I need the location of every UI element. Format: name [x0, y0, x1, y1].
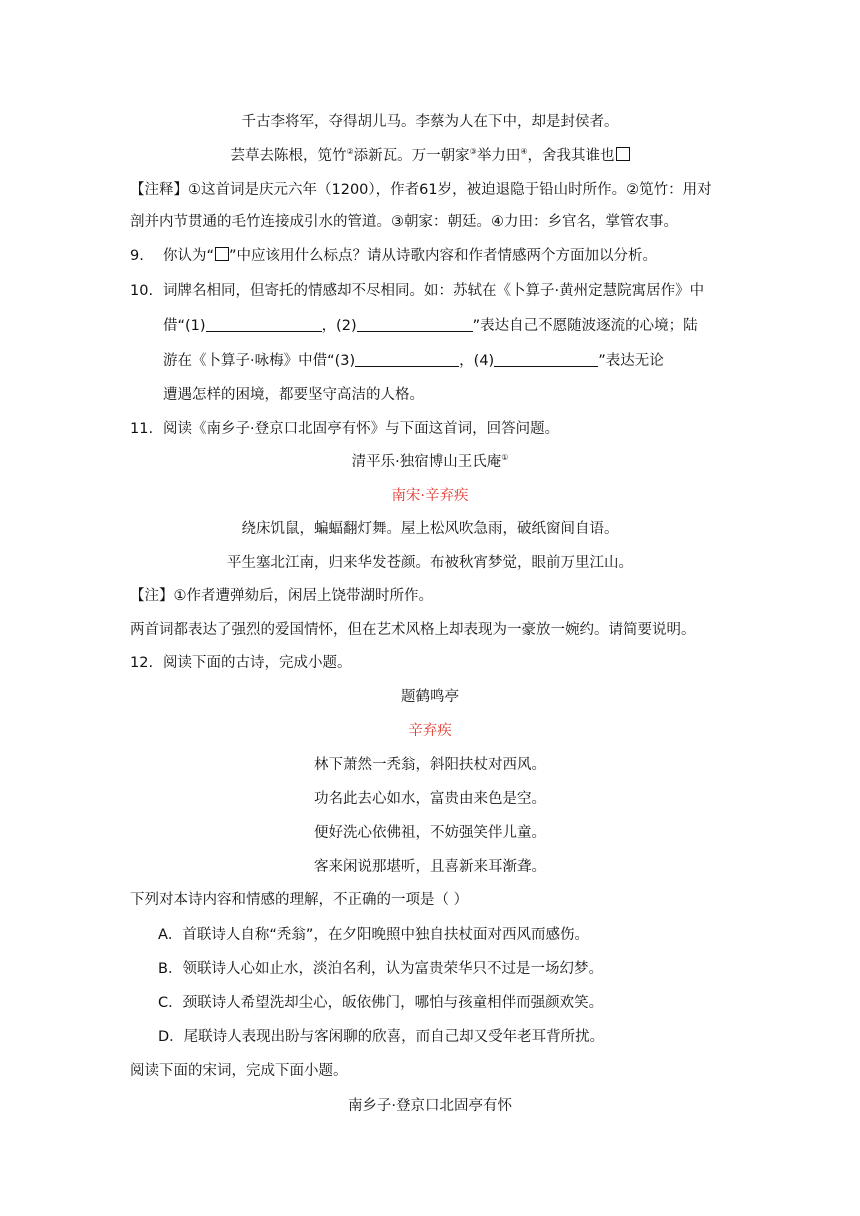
- question-10-line3: [163, 351, 664, 371]
- question-10-line3-part1: 游在《卜算子·咏梅》中借“(3): [163, 353, 356, 369]
- answer-blank-3[interactable]: [355, 352, 459, 367]
- question-10-line2: [163, 316, 698, 336]
- question-9: [130, 246, 657, 266]
- question-9-part2: ”中应该用什么标点？请从诗歌内容和作者情感两个方面加以分析。: [229, 248, 658, 264]
- question-11-text: 阅读《南乡子·登京口北固亭有怀》与下面这首词，回答问题。: [163, 421, 560, 437]
- answer-blank-1[interactable]: [206, 317, 322, 332]
- poem2-line1: 绕床饥鼠，蝙蝠翻灯舞。屋上松风吹急雨，破纸窗间自语。: [241, 521, 619, 537]
- footnote-marker-2: ②: [346, 147, 354, 156]
- poem1-line1: 千古李将军，夺得胡儿马。李蔡为人在下中，却是封侯者。: [241, 114, 619, 130]
- poem1-line2-part2: 添新瓦。万一朝家: [353, 148, 470, 164]
- question-10-text: 词牌名相同，但寄托的情感却不尽相同。如：苏轼在《卜算子·黄州定慧院寓居作》中: [163, 283, 705, 299]
- question-10-line2-part1: 借“(1): [163, 318, 206, 334]
- question-number: 12.: [130, 655, 154, 671]
- poem4-title: 南乡子·登京口北固亭有怀: [347, 1098, 513, 1114]
- poem3-line: 功名此去心如水，富贵由来色是空。: [314, 791, 546, 807]
- option-b[interactable]: B．领联诗人心如止水，淡泊名利，认为富贵荣华只不过是一场幻梦。: [158, 961, 603, 977]
- poem1-line2-part3: 举力田: [476, 148, 521, 164]
- poem1-line2: [0, 146, 860, 166]
- option-a[interactable]: A．首联诗人自称“秃翁”，在夕阳晚照中独自扶杖面对西风而感伤。: [158, 927, 589, 943]
- poem1-line2-part1: 芸草去陈根，笕竹: [230, 148, 347, 164]
- question-10-line2-part2: ，(2): [321, 318, 357, 334]
- answer-blank-2[interactable]: [357, 317, 473, 332]
- poem3-author: 辛弃疾: [408, 723, 452, 739]
- question-12-prompt: 下列对本诗内容和情感的理解，不正确的一项是（ ）: [130, 892, 469, 908]
- poem2-author: 南宋·辛弃疾: [391, 488, 469, 504]
- poem3-line: 林下萧然一秃翁，斜阳扶杖对西风。: [314, 757, 546, 773]
- note1-line1: 【注释】①这首词是庆元六年（1200），作者61岁，被迫退隐于铅山时所作。②笕竹：用对: [130, 182, 712, 198]
- blank-square-icon: [616, 147, 630, 161]
- poem2-note: 【注】①作者遭弹劾后，闲居上饶带湖时所作。: [130, 588, 433, 604]
- poem3-line: 便好洗心依佛祖，不妨强笑伴儿童。: [314, 825, 546, 841]
- question-number: 10.: [130, 283, 154, 299]
- poem2-title: [0, 452, 860, 472]
- blank-square-icon: [215, 247, 229, 261]
- question-10-line4: 遭遇怎样的困境，都要坚守高洁的人格。: [163, 387, 424, 403]
- question-number: 9.: [130, 248, 144, 264]
- question-number: 11.: [130, 421, 154, 437]
- question-10-line1: [130, 281, 704, 301]
- reading-instruction: 阅读下面的宋词，完成下面小题。: [130, 1063, 348, 1079]
- poem3-title: 题鹤鸣亭: [401, 689, 459, 705]
- question-11-prompt: 两首词都表达了强烈的爱国情怀，但在艺术风格上却表现为一豪放一婉约。请简要说明。: [130, 622, 696, 638]
- footnote-marker-3: ③: [469, 147, 477, 156]
- option-c[interactable]: C．颈联诗人希望洗却尘心，皈依佛门，哪怕与孩童相伴而强颜欢笑。: [158, 995, 604, 1011]
- note1-line2: 剖并内节贯通的毛竹连接成引水的管道。③朝家：朝廷。④力田：乡官名，掌管农事。: [130, 214, 678, 230]
- question-10-line3-part2: ，(4): [459, 353, 495, 369]
- question-12: [130, 653, 352, 673]
- poem3-line: 客来闲说那堪听，且喜新来耳渐聋。: [314, 859, 546, 875]
- footnote-marker-1: ①: [501, 453, 509, 462]
- question-10-line3-part3: ”表达无论: [598, 353, 664, 369]
- question-11: [130, 419, 559, 439]
- poem2-line2: 平生塞北江南，归来华发苍颜。布被秋宵梦觉，眼前万里江山。: [227, 555, 633, 571]
- footnote-marker-4: ④: [520, 147, 528, 156]
- question-10-line2-part3: ”表达自己不愿随波逐流的心境；陆: [472, 318, 698, 334]
- poem2-title-text: 清平乐·独宿博山王氏庵: [351, 454, 502, 470]
- question-12-text: 阅读下面的古诗，完成小题。: [163, 655, 352, 671]
- option-d[interactable]: D．尾联诗人表现出盼与客闲聊的欣喜，而自己却又受年老耳背所扰。: [158, 1029, 605, 1045]
- poem1-line2-part4: ，舍我其谁也: [527, 148, 615, 164]
- answer-blank-4[interactable]: [494, 352, 598, 367]
- question-9-part1: 你认为“: [163, 248, 215, 264]
